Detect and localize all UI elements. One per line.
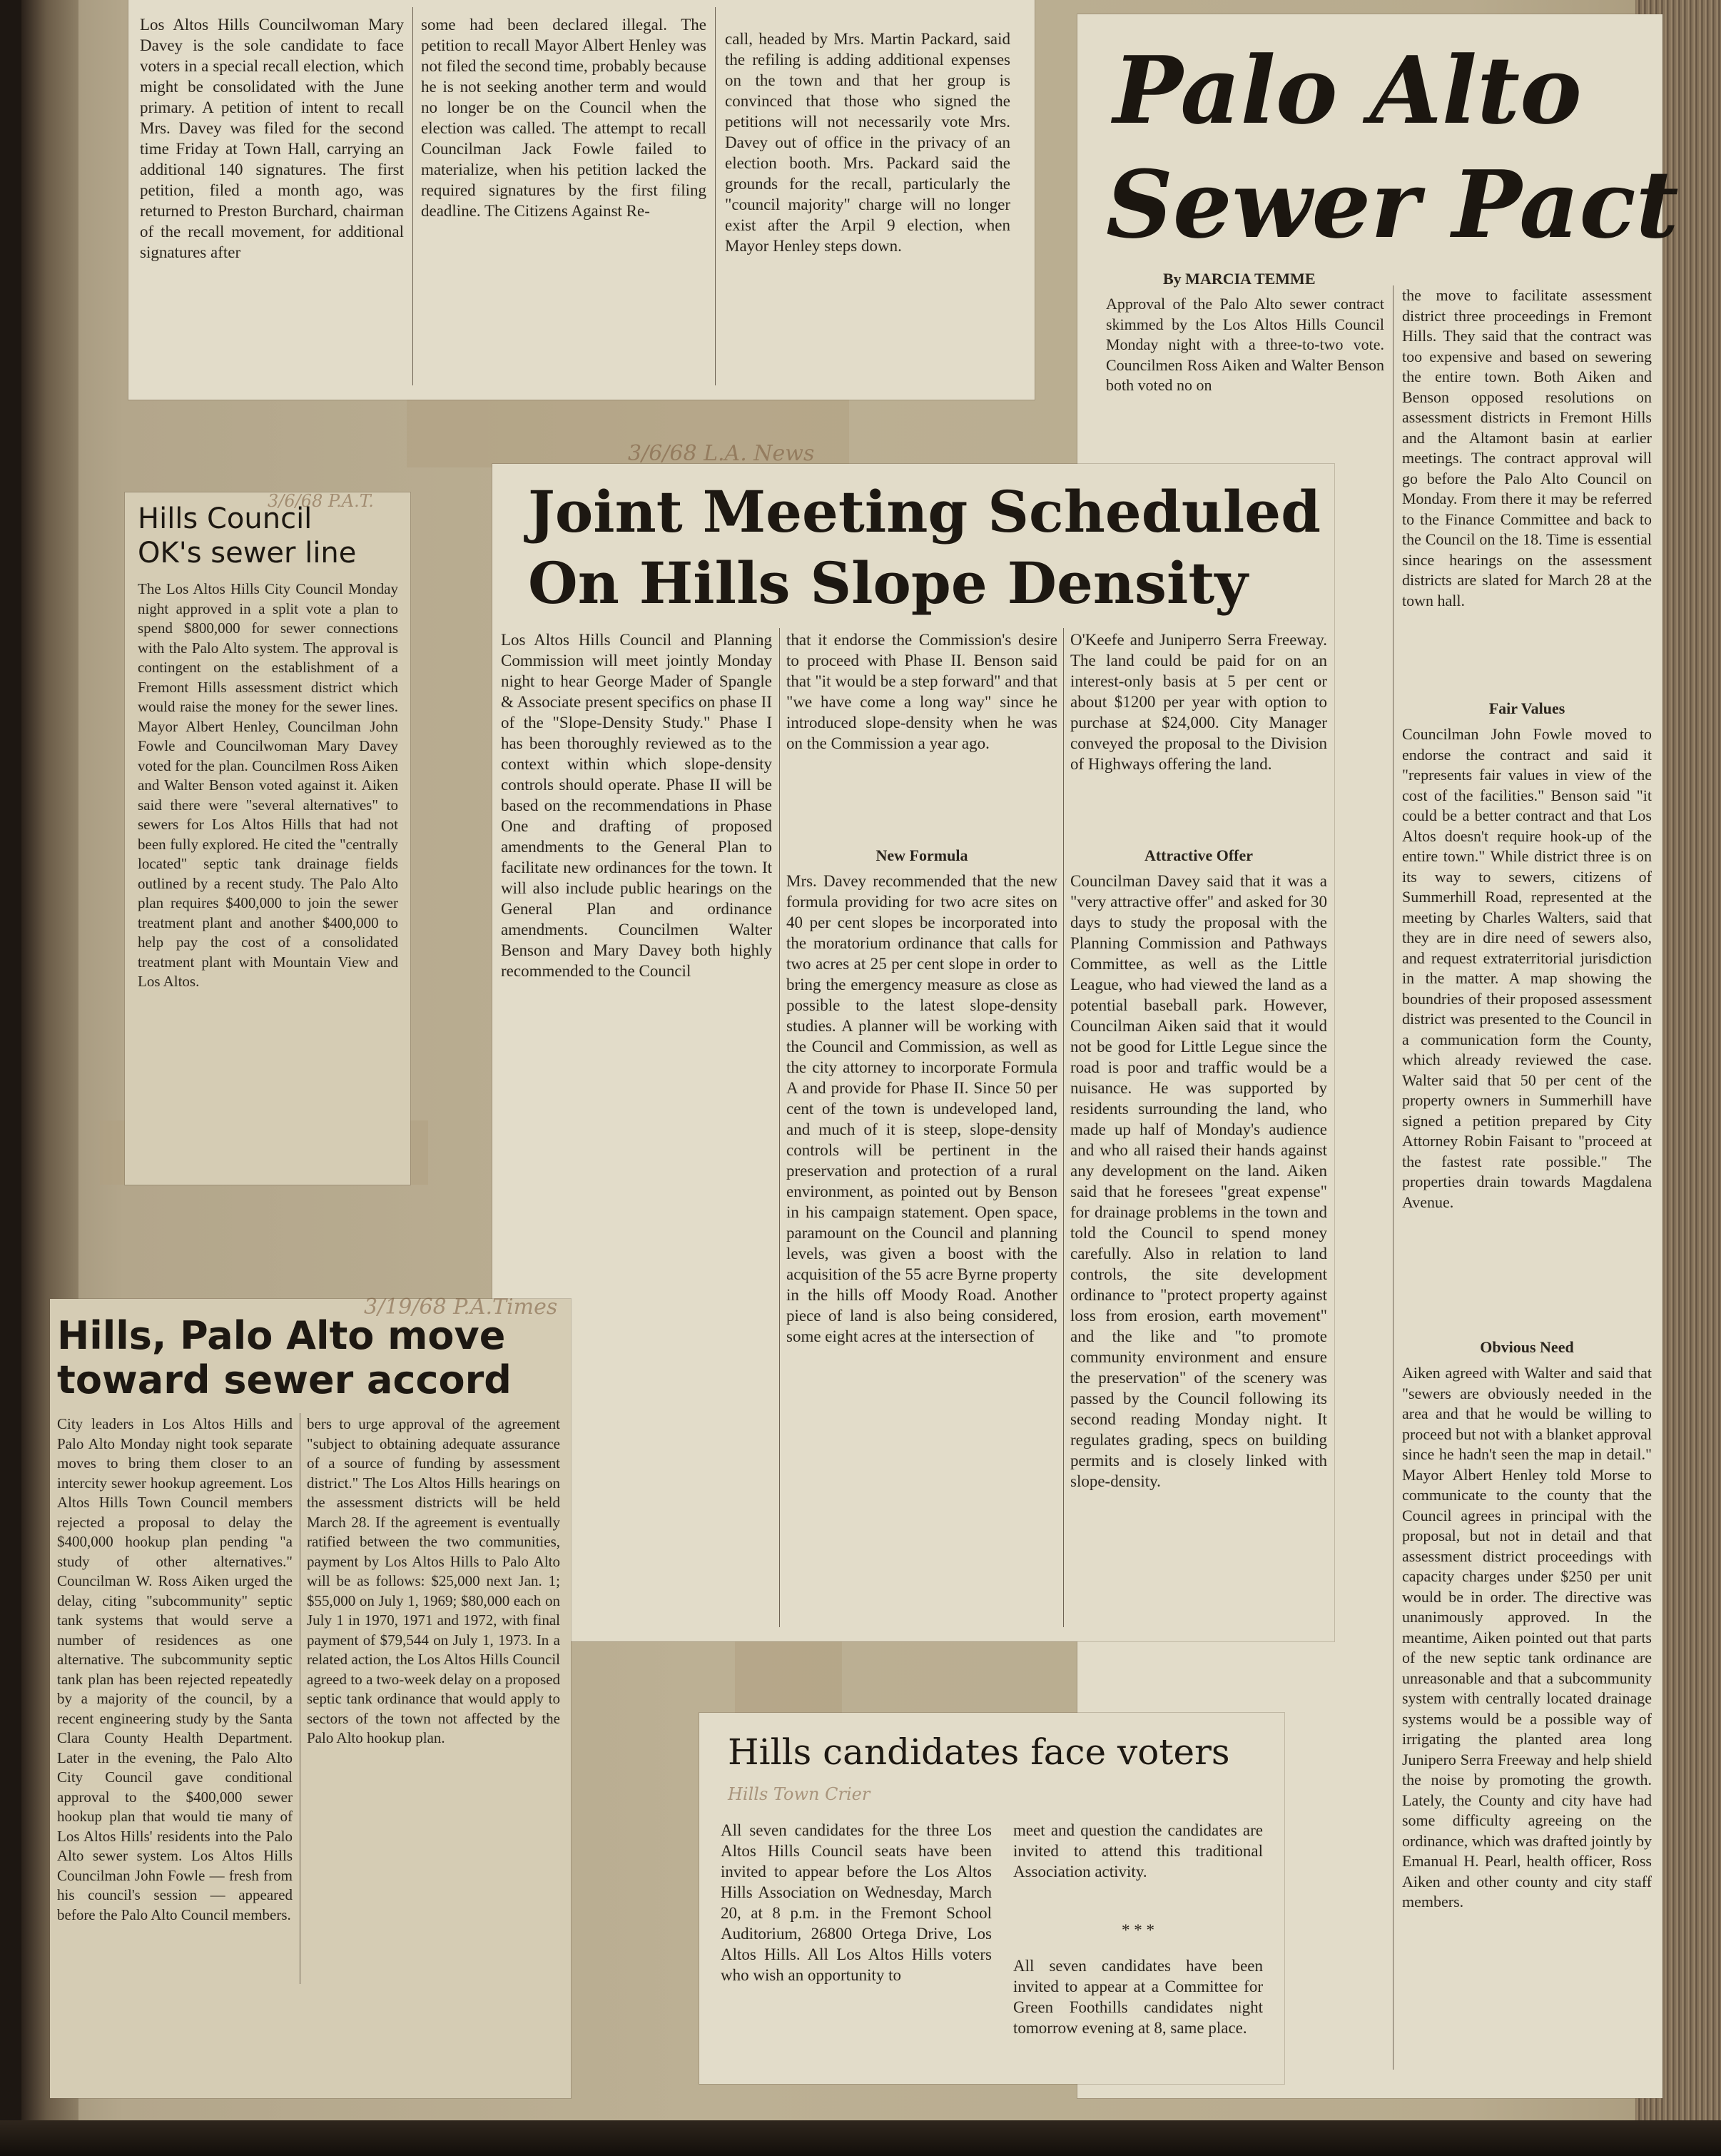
hills-palo-alto-clipping: [50, 1295, 571, 2098]
joint-meeting-clipping: [492, 441, 1334, 1641]
handwritten-date-note: 3/6/68 P.A.T.: [268, 491, 374, 511]
sewer-pact-headline-line-2: Sewer Pact: [1106, 150, 1679, 259]
joint-meeting-subhead-new-formula: New Formula: [875, 846, 968, 864]
handwritten-date-note: 3/6/68 L.A. News: [628, 441, 815, 466]
joint-meeting-subhead-attractive-offer: Attractive Offer: [1144, 846, 1254, 864]
handwritten-source-note: Hills Town Crier: [728, 1784, 870, 1804]
hills-palo-alto-headline-line-2: toward sewer accord: [57, 1357, 512, 1402]
joint-meeting-column-3-intro: O'Keefe and Juniperro Serra Freeway. The land could be paid for on an interest-only basis at 5 per cent or about $1200 per year with option to purchase at $24,000. City Manager conveyed the proposal to the Division of Highways offering the land.: [1070, 631, 1327, 773]
joint-meeting-column-1: Los Altos Hills Council and Planning Commission will meet jointly Monday night to hear George Mader of Spangle & Associate present specifics on phase II of the "Slope-Density Study." Phase I has been thoroughly reviewed as to the context within which slope-density controls should operate. Phase II will be based on the recommendations in Phase One and drafting of proposed amendments to the General Plan to facilitate new ordinances for the town. It will also include public hearings on the General Plan and ordinance amendments. Councilmen Walter Benson and Mary Davey both highly recommended to the Council: [501, 631, 772, 980]
column-rule: [1063, 628, 1064, 1627]
hills-council-headline-line-2: OK's sewer line: [138, 537, 357, 570]
sewer-pact-subhead-fair-values: Fair Values: [1488, 699, 1565, 717]
candidates-column-1: All seven candidates for the three Los Altos Hills Council seats have been invited to appear before the Los Altos Hills Association on Wednesday, March 20, at 8 p.m. in the Fremont School Auditorium, 26800 Ortega Drive, Los Altos Hills. All Los Altos Hills voters who wish an opportunity to: [721, 1821, 992, 1984]
hills-council-clipping: [125, 492, 410, 1185]
sewer-pact-column-2-intro: the move to facilitate assessment district three proceedings in Fremont Hills. They said that the contract was too expensive and based on sewering the entire town. Both Aiken and Benson opposed resolutions on assessment districts in Fremont Hills and the Altamont basin at earlier meetings. The contract approval will go before the Palo Alto Council on Monday. From there it may be referred to the Finance Committee and back to the Council on the 18. Time is essential since hearings on the assessment districts are slated for March 28 at the town hall.: [1402, 286, 1652, 609]
handwritten-date-note: 3/19/68 P.A.Times: [364, 1295, 558, 1320]
hills-council-headline-line-1: Hills Council: [138, 502, 313, 535]
joint-meeting-column-2-intro: that it endorse the Commission's desire to proceed with Phase II. Benson said that "it would be a step forward" and that "we have come a long way" since he introduced slope-density when he was on the Commission a year ago.: [786, 631, 1057, 752]
sewer-pact-byline: By MARCIA TEMME: [1163, 270, 1316, 288]
sewer-pact-column-2-fair-values: Councilman John Fowle moved to endorse the contract and said it "represents fair values in view of the cost of the facilities." Benson said "it could be a better contract and that Los Altos doesn't require hook-up of the entire town." While district three is on its way to sewers, citizens of Summerhill Road, represented at the meeting by Charles Walters, said that they are in dire need of sewers also, and request extraterritorial jurisdiction in the matter. A map showing the boundries of their proposed assessment district was presented to the Council in a communication form the County, which already reviewed the case. Walter said that 50 per cent of the property owners in Summerhill have signed a petition prepared by City Attorney Robin Faisant to "proceed at the fastest rate possible." The properties drain towards Magdalena Avenue.: [1402, 725, 1652, 1211]
sewer-pact-column-1: Approval of the Palo Alto sewer contract skimmed by the Los Altos Hills Council Monday night with a three-to-two vote. Councilmen Ross Aiken and Walter Benson both voted no on: [1106, 295, 1384, 394]
column-rule: [412, 7, 413, 385]
scrapbook-page: [21, 0, 1721, 2156]
joint-meeting-headline-line-2: On Hills Slope Density: [528, 550, 1248, 617]
joint-meeting-column-2-new-formula: Mrs. Davey recommended that the new formula providing for two acre sites on 40 per cent slopes be incorporated into the moratorium ordinance that calls for two acres at 25 per cent slope in order to bring the emergency measure as close as possible to the latest slope-density studies. A planner will be working with the Council and Commission, as well as the city attorney to incorporate Formula A and provide for Phase II. Since 50 per cent of the town is undeveloped land, and much of it is steep, slope-density controls will be pertinent in the preservation and protection of a rural environment, as pointed out by Benson in his campaign statement. Open space, paramount on the Council and planning levels, was given a boost with the acquisition of the 55 acre Byrne property in the hills off Moody Road. Another piece of land is also being considered, some eight acres at the intersection of: [786, 872, 1057, 1345]
candidates-clipping: [699, 1713, 1284, 2084]
joint-meeting-headline-line-1: Joint Meeting Scheduled: [528, 478, 1321, 545]
candidates-separator: * * *: [1122, 1921, 1154, 1939]
hills-palo-alto-column-2: bers to urge approval of the agreement "subject to obtaining adequate assurance of a source of funding by assessment district." The Los Altos Hills hearings on the assessment districts will be held March 28. If the agreement is eventually ratified between the two communities, payment by Los Altos Hills to Palo Alto will be as follows: $25,000 next Jan. 1; $55,000 on July 1, 1969; $80,000 each on July 1 in 1970, 1971 and 1972, with final payment of $79,544 on July 1, 1973. In a related action, the Los Altos Hills Council agreed to a two-week delay on a proposed septic tank ordinance that would apply to sectors of the town not affected by the Palo Alto hookup plan.: [307, 1415, 560, 1746]
candidates-column-2: meet and question the candidates are invited to attend this traditional Association activity.: [1013, 1821, 1263, 1881]
sewer-pact-column-2-obvious-need: Aiken agreed with Walter and said that "sewers are obviously needed in the area and that he would be willing to proceed but not with a blanket approval since he hadn't seen the map in detail." Mayor Albert Henley told Morse to communicate to the county that the Council agrees in principal with the proposal, but not in detail and that assessment district proceedings with capacity charges under $250 per unit would be in order. The directive was unanimously approved. In the meantime, Aiken pointed out that parts of the new septic tank ordinance are unreasonable and that a subcommunity system with centrally located drainage systems would be a possible way of irrigating the planted area long Junipero Serra Freeway and help shield the noise by promoting the growth. Lately, the County and city have had some difficulty agreeing on the ordinance, which was drafted jointly by Emanual H. Pearl, health officer, Ross Aiken and other county and city staff members.: [1402, 1364, 1652, 1910]
column-rule: [715, 7, 716, 385]
recall-article-column-2: some had been declared illegal. The petition to recall Mayor Albert Henley was not filed the second time, probably because he is not seeking another term and would no longer be on the Council when the election was called. The attempt to recall Councilman Jack Fowle failed to materialize, when his petition lacked the required signatures by the first filing deadline. The Citizens Against Re-: [421, 16, 706, 220]
book-bottom-edge: [0, 2120, 1721, 2156]
hills-palo-alto-headline-line-1: Hills, Palo Alto move: [57, 1313, 506, 1358]
joint-meeting-column-3-attractive-offer: Councilman Davey said that it was a "very attractive offer" and asked for 30 days to study the proposal with the Planning Commission and Pathways Committee, as well as the Little League, who had viewed the land as a potential baseball park. However, Councilman Aiken said that it would not be good for Little Legue since the road is poor and traffic would be a nuisance. He was supported by residents surrounding the land, who made up half of Monday's audience and who all raised their hands against any development on the land. Aiken said that he foresees "great expense" for drainage problems in the town and told the Council to spend money carefully. Also in relation to land controls, the site development ordinance to "protect property against loss from erosion, earth movement" and the like and "to promote community environment and ensure the preservation" of the scenery was passed by the Council following its second reading Monday night. It regulates grading, specs on building permits and is closely linked with slope-density.: [1070, 872, 1327, 1490]
recall-article-clipping: [128, 0, 1035, 400]
candidates-column-2-after: All seven candidates have been invited to appear at a Committee for Green Foothills candidates night tomorrow evening at 8, same place.: [1013, 1957, 1263, 2037]
hills-palo-alto-column-1: City leaders in Los Altos Hills and Palo Alto Monday night took separate moves to bring them closer to an intercity sewer hookup agreement. Los Altos Hills Town Council members rejected a proposal to delay the $400,000 hookup plan pending "a study of other alternatives." Councilman W. Ross Aiken urged the delay, citing "subcommunity" septic tank systems that would serve a number of residences as one alternative. The subcommunity septic tank plan has been rejected repeatedly by a majority of the council, by a recent engineering study by the Santa Clara County Health Department. Later in the evening, the Palo Alto City Council gave conditional approval to the $400,000 sewer hookup plan that would tie many of Los Altos Hills' residents into the Palo Alto sewer system. Los Altos Hills Councilman John Fowle — fresh from his council's session — appeared before the Palo Alto Council members.: [57, 1415, 293, 1923]
recall-article-column-1: Los Altos Hills Councilwoman Mary Davey is the sole candidate to face voters in a special recall election, which might be consolidated with the June primary. A petition of intent to recall Mrs. Davey was filed for the second time Friday at Town Hall, carrying an additional 140 signatures. The first petition, filed a month ago, was returned to Preston Burchard, chairman of the recall movement, for additional signatures after: [140, 16, 404, 261]
sewer-pact-subhead-obvious-need: Obvious Need: [1480, 1338, 1574, 1356]
sewer-pact-headline-line-1: Palo Alto: [1113, 36, 1582, 145]
column-rule: [779, 628, 780, 1627]
hills-council-body: The Los Altos Hills City Council Monday night approved in a split vote a plan to spend $800,000 for sewer connections with the Palo Alto system. The approval is contingent on the establishment of a Fremont Hills assessment district which would raise the money for the sewer lines. Mayor Albert Henley, Councilman John Fowle and Councilwoman Mary Davey voted for the plan. Councilmen Ross Aiken and Walter Benson voted against it. Aiken said there were "several alternatives" to sewers for Los Altos Hills that had not been fully explored. He cited the "centrally located" septic tank drainage fields outlined by a recent study. The Palo Alto plan requires $400,000 to join the sewer treatment plant and another $400,000 to help pay the cost of a consolidated treatment plant with Mountain View and Los Altos.: [138, 580, 398, 990]
candidates-headline: Hills candidates face voters: [728, 1731, 1230, 1773]
recall-article-column-3: call, headed by Mrs. Martin Packard, said the refiling is adding additional expenses on the town and that her group is convinced that those who signed the petitions will not necessarily vote Mrs. Davey out of office in the privacy of an election booth. Mrs. Packard said the grounds for the recall, particularly the "council majority" charge will no longer exist after the Arpil 9 election, when Mayor Henley steps down.: [725, 30, 1010, 255]
